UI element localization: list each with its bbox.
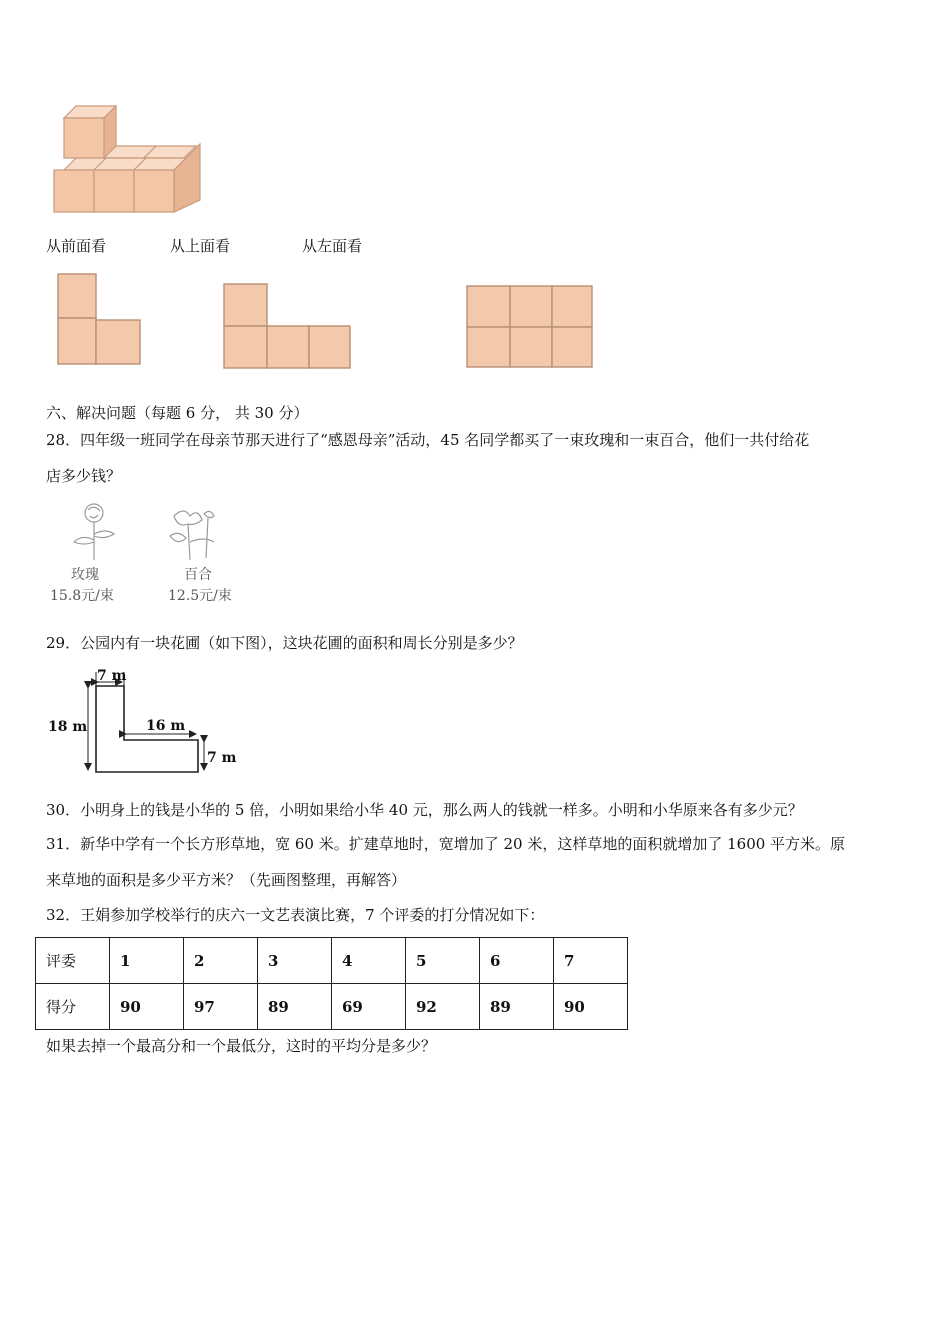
cube-stack-figure <box>48 100 208 218</box>
left-view-diagram <box>465 284 595 370</box>
score-cell: 89 <box>258 984 332 1030</box>
score-cell: 69 <box>332 984 406 1030</box>
rose-name: 玫瑰 <box>71 567 99 583</box>
lily-name: 百合 <box>184 567 212 583</box>
left-view-label: 从左面看 <box>302 237 363 255</box>
dim-left-label: 18 m <box>48 719 88 735</box>
q32-text: 32．王娟参加学校举行的庆六一文艺表演比赛，7 个评委的打分情况如下： <box>46 906 545 924</box>
judge-cell: 6 <box>480 938 554 984</box>
section-title: 六、解决问题（每题 6 分， 共 30 分） <box>46 404 309 422</box>
front-view-diagram <box>56 272 146 368</box>
top-view-label: 从上面看 <box>170 237 231 255</box>
dim-right-label: 7 m <box>207 750 237 766</box>
table-row <box>36 938 628 984</box>
judge-cell: 7 <box>554 938 628 984</box>
judge-cell: 3 <box>258 938 332 984</box>
lily-drawing <box>164 506 236 562</box>
scores-table <box>35 937 628 1030</box>
dim-inner-label: 16 m <box>146 718 186 734</box>
dim-top-label: 7 m <box>97 668 127 684</box>
q30-text: 30．小明身上的钱是小华的 5 倍，小明如果给小华 40 元，那么两人的钱就一样多。小明和小华原来各有多少元？ <box>46 801 803 819</box>
judge-header: 评委 <box>36 938 110 984</box>
q29-text: 29．公园内有一块花圃（如下图），这块花圃的面积和周长分别是多少？ <box>46 634 523 652</box>
score-cell: 89 <box>480 984 554 1030</box>
judge-cell: 2 <box>184 938 258 984</box>
judge-cell: 5 <box>406 938 480 984</box>
score-cell: 90 <box>554 984 628 1030</box>
q31-text-line2: 来草地的面积是多少平方米？（先画图整理，再解答） <box>46 871 407 889</box>
score-cell: 90 <box>110 984 184 1030</box>
q28-text-line1: 28．四年级一班同学在母亲节那天进行了“感恩母亲”活动，45 名同学都买了一束玫瑰和一束百合，他们一共付给花 <box>46 431 810 449</box>
rose-drawing <box>66 500 122 562</box>
score-header: 得分 <box>36 984 110 1030</box>
q31-text-line1: 31．新华中学有一个长方形草地，宽 60 米。扩建草地时，宽增加了 20 米，这样草地的面积就增加了 1600 平方米。原 <box>46 835 846 853</box>
top-view-diagram <box>222 282 354 370</box>
q32-followup: 如果去掉一个最高分和一个最低分，这时的平均分是多少？ <box>46 1037 437 1055</box>
judge-cell: 4 <box>332 938 406 984</box>
judge-cell: 1 <box>110 938 184 984</box>
table-row <box>36 984 628 1030</box>
q28-text-line2: 店多少钱？ <box>46 467 122 485</box>
rose-price: 15.8元/束 <box>50 588 114 604</box>
lily-price: 12.5元/束 <box>168 588 232 604</box>
score-cell: 97 <box>184 984 258 1030</box>
score-cell: 92 <box>406 984 480 1030</box>
front-view-label: 从前面看 <box>46 237 107 255</box>
